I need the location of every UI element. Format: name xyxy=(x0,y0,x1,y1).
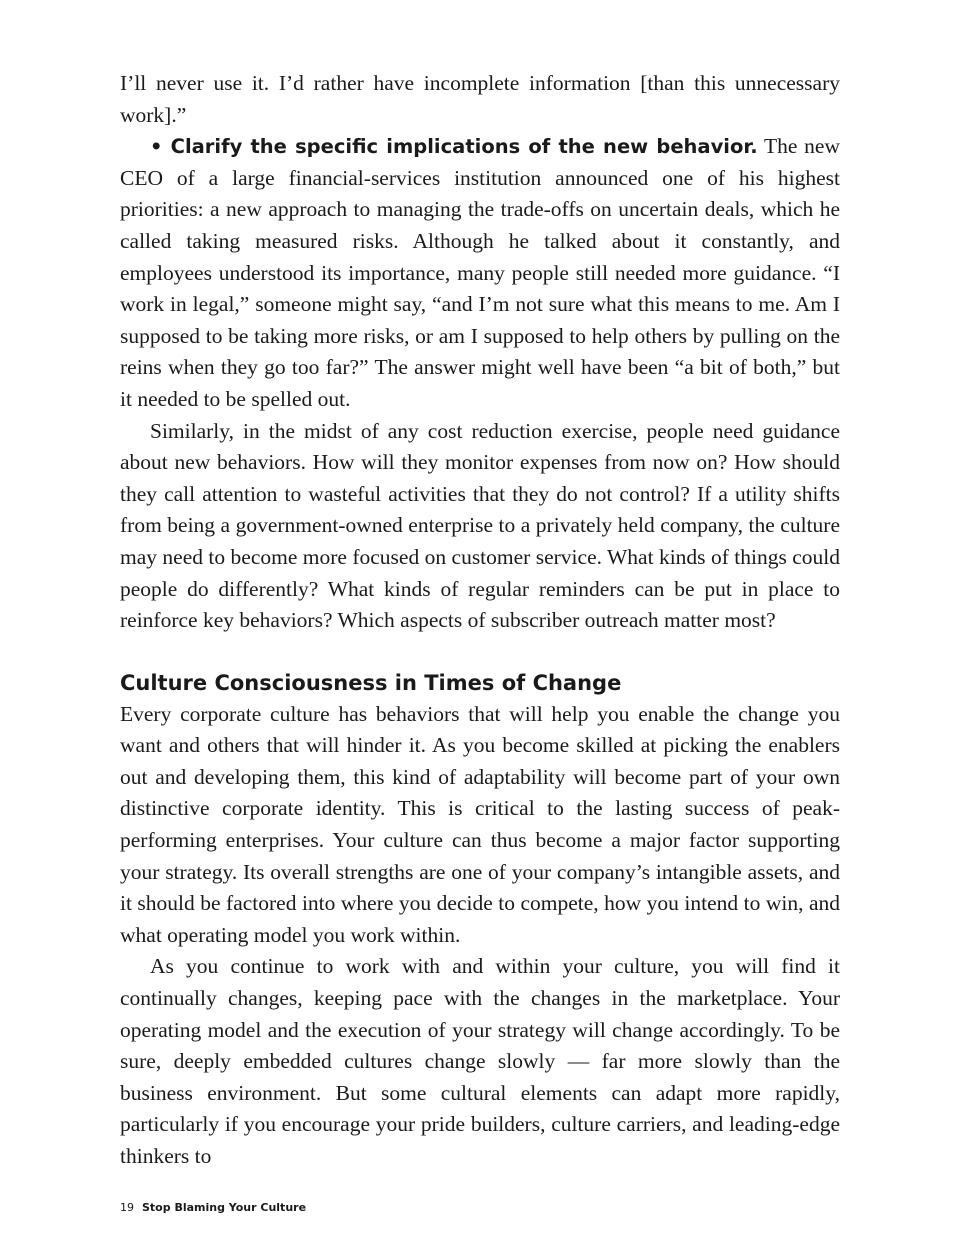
section-paragraph-2: As you continue to work with and within your culture, you will find it continually changes, keeping pace with the changes in the marketplace. Your operating model and the execution of your strategy will change accordingly. To be sure, deeply embedded cultures change slowly — far more slowly than the business environment. But some cultural elements can adapt more rapidly, particularly if you encourage your pride builders, culture carriers, and leading-edge thinkers to xyxy=(120,954,840,1168)
running-title: Stop Blaming Your Culture xyxy=(142,1201,307,1214)
section-heading: Culture Consciousness in Times of Change xyxy=(120,670,622,695)
paragraph-cost-reduction: Similarly, in the midst of any cost reduction exercise, people need guidance about new behaviors. How will they monitor expenses from now on? How should they call attention to wasteful activities that they do not control? If a utility shifts from being a government-owned enterprise to a privately held company, the culture may need to become more focused on customer service. What kinds of things could people do differently? What kinds of regular reminders can be put in place to reinforce key behaviors? Which aspects of subscriber outreach matter most? xyxy=(120,418,840,633)
paragraph-continuation: I’ll never use it. I’d rather have incomplete information [than this unnecessary work].” xyxy=(120,71,840,127)
body-text xyxy=(120,68,840,1173)
bullet-lead-text: • Clarify the specific implications of the new behavior. xyxy=(150,135,758,159)
section-paragraph-1: Every corporate culture has behaviors that will help you enable the change you want and others that will hinder it. As you become skilled at picking the enablers out and developing them, this kind of adaptability will become part of your own distinctive corporate identity. This is critical to the lasting success of peak-performing enterprises. Your culture can thus become a major factor supporting your strategy. Its overall strengths are one of your company’s intangible assets, and it should be factored into where you decide to compete, how you intend to win, and what operating model you work within. xyxy=(120,701,840,947)
bullet-paragraph xyxy=(120,131,840,415)
page-number: 19 xyxy=(120,1201,134,1214)
bullet-body-text: The new CEO of a large financial-services institution announced one of his highest priorities: a new approach to managing the trade-offs on uncertain deals, which he called taking measured risks. Although he talked about it constantly, and employees understood its importance, many people still needed more guidance. “I work in legal,” someone might say, “and I’m not sure what this means to me. Am I supposed to be taking more risks, or am I supposed to help others by pulling on the reins when they go too far?” The answer might well have been “a bit of both,” but it needed to be spelled out. xyxy=(120,134,841,411)
page-footer xyxy=(120,1201,306,1214)
